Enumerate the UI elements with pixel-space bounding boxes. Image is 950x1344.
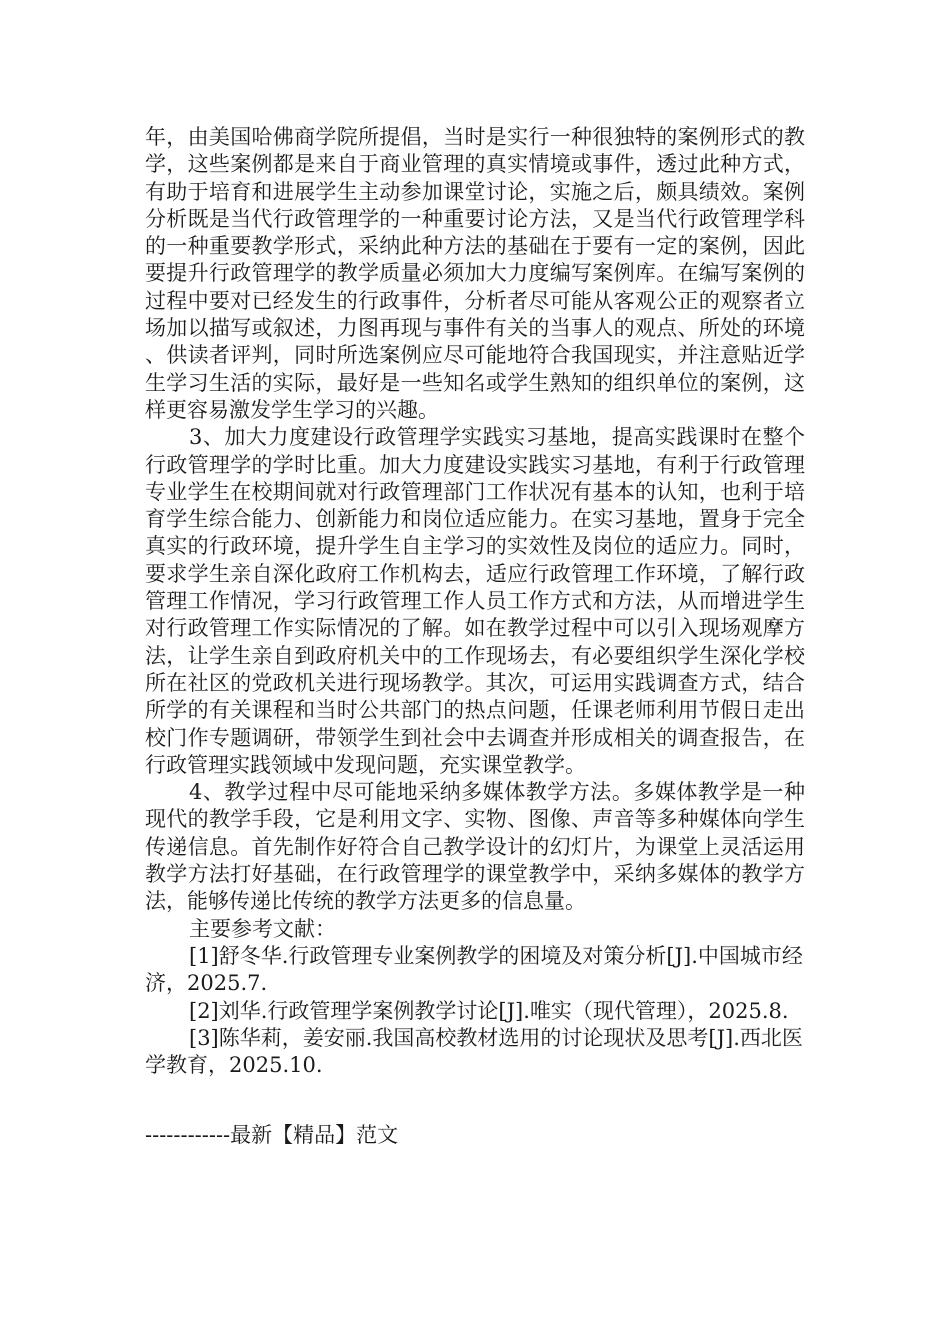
reference-item-3: [3]陈华莉，姜安丽.我国高校教材选用的讨论现状及思考[J].西北医学教育，2025.10. bbox=[145, 1025, 803, 1078]
paragraph-multimedia: 4、教学过程中尽可能地采纳多媒体教学方法。多媒体教学是一种现代的教学手段，它是利用文字、实物、图像、声音等多种媒体向学生传递信息。首先制作好符合自己教学设计的幻灯片，为课堂上灵活运用教学方法打好基础，在行政管理学的课堂教学中，采纳多媒体的教学方法，能够传递比传统的教学方法更多的信息量。 bbox=[145, 780, 805, 914]
page-footer: ------------最新【精品】范文 bbox=[145, 1123, 399, 1147]
reference-item-2: [2]刘华.行政管理学案例教学讨论[J].唯实（现代管理），2025.8. bbox=[189, 998, 789, 1023]
reference-item-1: [1]舒冬华.行政管理专业案例教学的困境及对策分析[J].中国城市经济，2025.7. bbox=[145, 943, 803, 996]
document-body bbox=[145, 124, 805, 1079]
paragraph-practice-base: 3、加大力度建设行政管理学实践实习基地，提高实践课时在整个行政管理学的学时比重。加大力度建设实践实习基地，有利于行政管理专业学生在校期间就对行政管理部门工作状况有基本的认知，也利于培育学生综合能力、创新能力和岗位适应能力。在实习基地，置身于完全真实的行政环境，提升学生自主学习的实效性及岗位的适应力。同时，要求学生亲自深化政府工作机构去，适应行政管理工作环境，了解行政管理工作情况，学习行政管理工作人员工作方式和方法，从而增进学生对行政管理工作实际情况的了解。如在教学过程中可以引入现场观摩方法，让学生亲自到政府机关中的工作现场去，有必要组织学生深化学校所在社区的党政机关进行现场教学。其次，可运用实践调查方式，结合所学的有关课程和当时公共部门的热点问题，任课老师利用节假日走出校门作专题调研，带领学生到社会中去调查并形成相关的调查报告，在行政管理实践领域中发现问题，充实课堂教学。 bbox=[145, 425, 805, 777]
references-heading: 主要参考文献： bbox=[189, 916, 336, 941]
paragraph-case-study: 年，由美国哈佛商学院所提倡，当时是实行一种很独特的案例形式的教学，这些案例都是来自于商业管理的真实情境或事件，透过此种方式，有助于培育和进展学生主动参加课堂讨论，实施之后，颇具绩效。案例分析既是当代行政管理学的一种重要讨论方法，又是当代行政管理学科的一种重要教学形式，采纳此种方法的基础在于要有一定的案例，因此要提升行政管理学的教学质量必须加大力度编写案例库。在编写案例的过程中要对已经发生的行政事件，分析者尽可能从客观公正的观察者立场加以描写或叙述，力图再现与事件有关的当事人的观点、所处的环境、供读者评判，同时所选案例应尽可能地符合我国现实，并注意贴近学生学习生活的实际，最好是一些知名或学生熟知的组织单位的案例，这样更容易激发学生学习的兴趣。 bbox=[145, 125, 805, 422]
